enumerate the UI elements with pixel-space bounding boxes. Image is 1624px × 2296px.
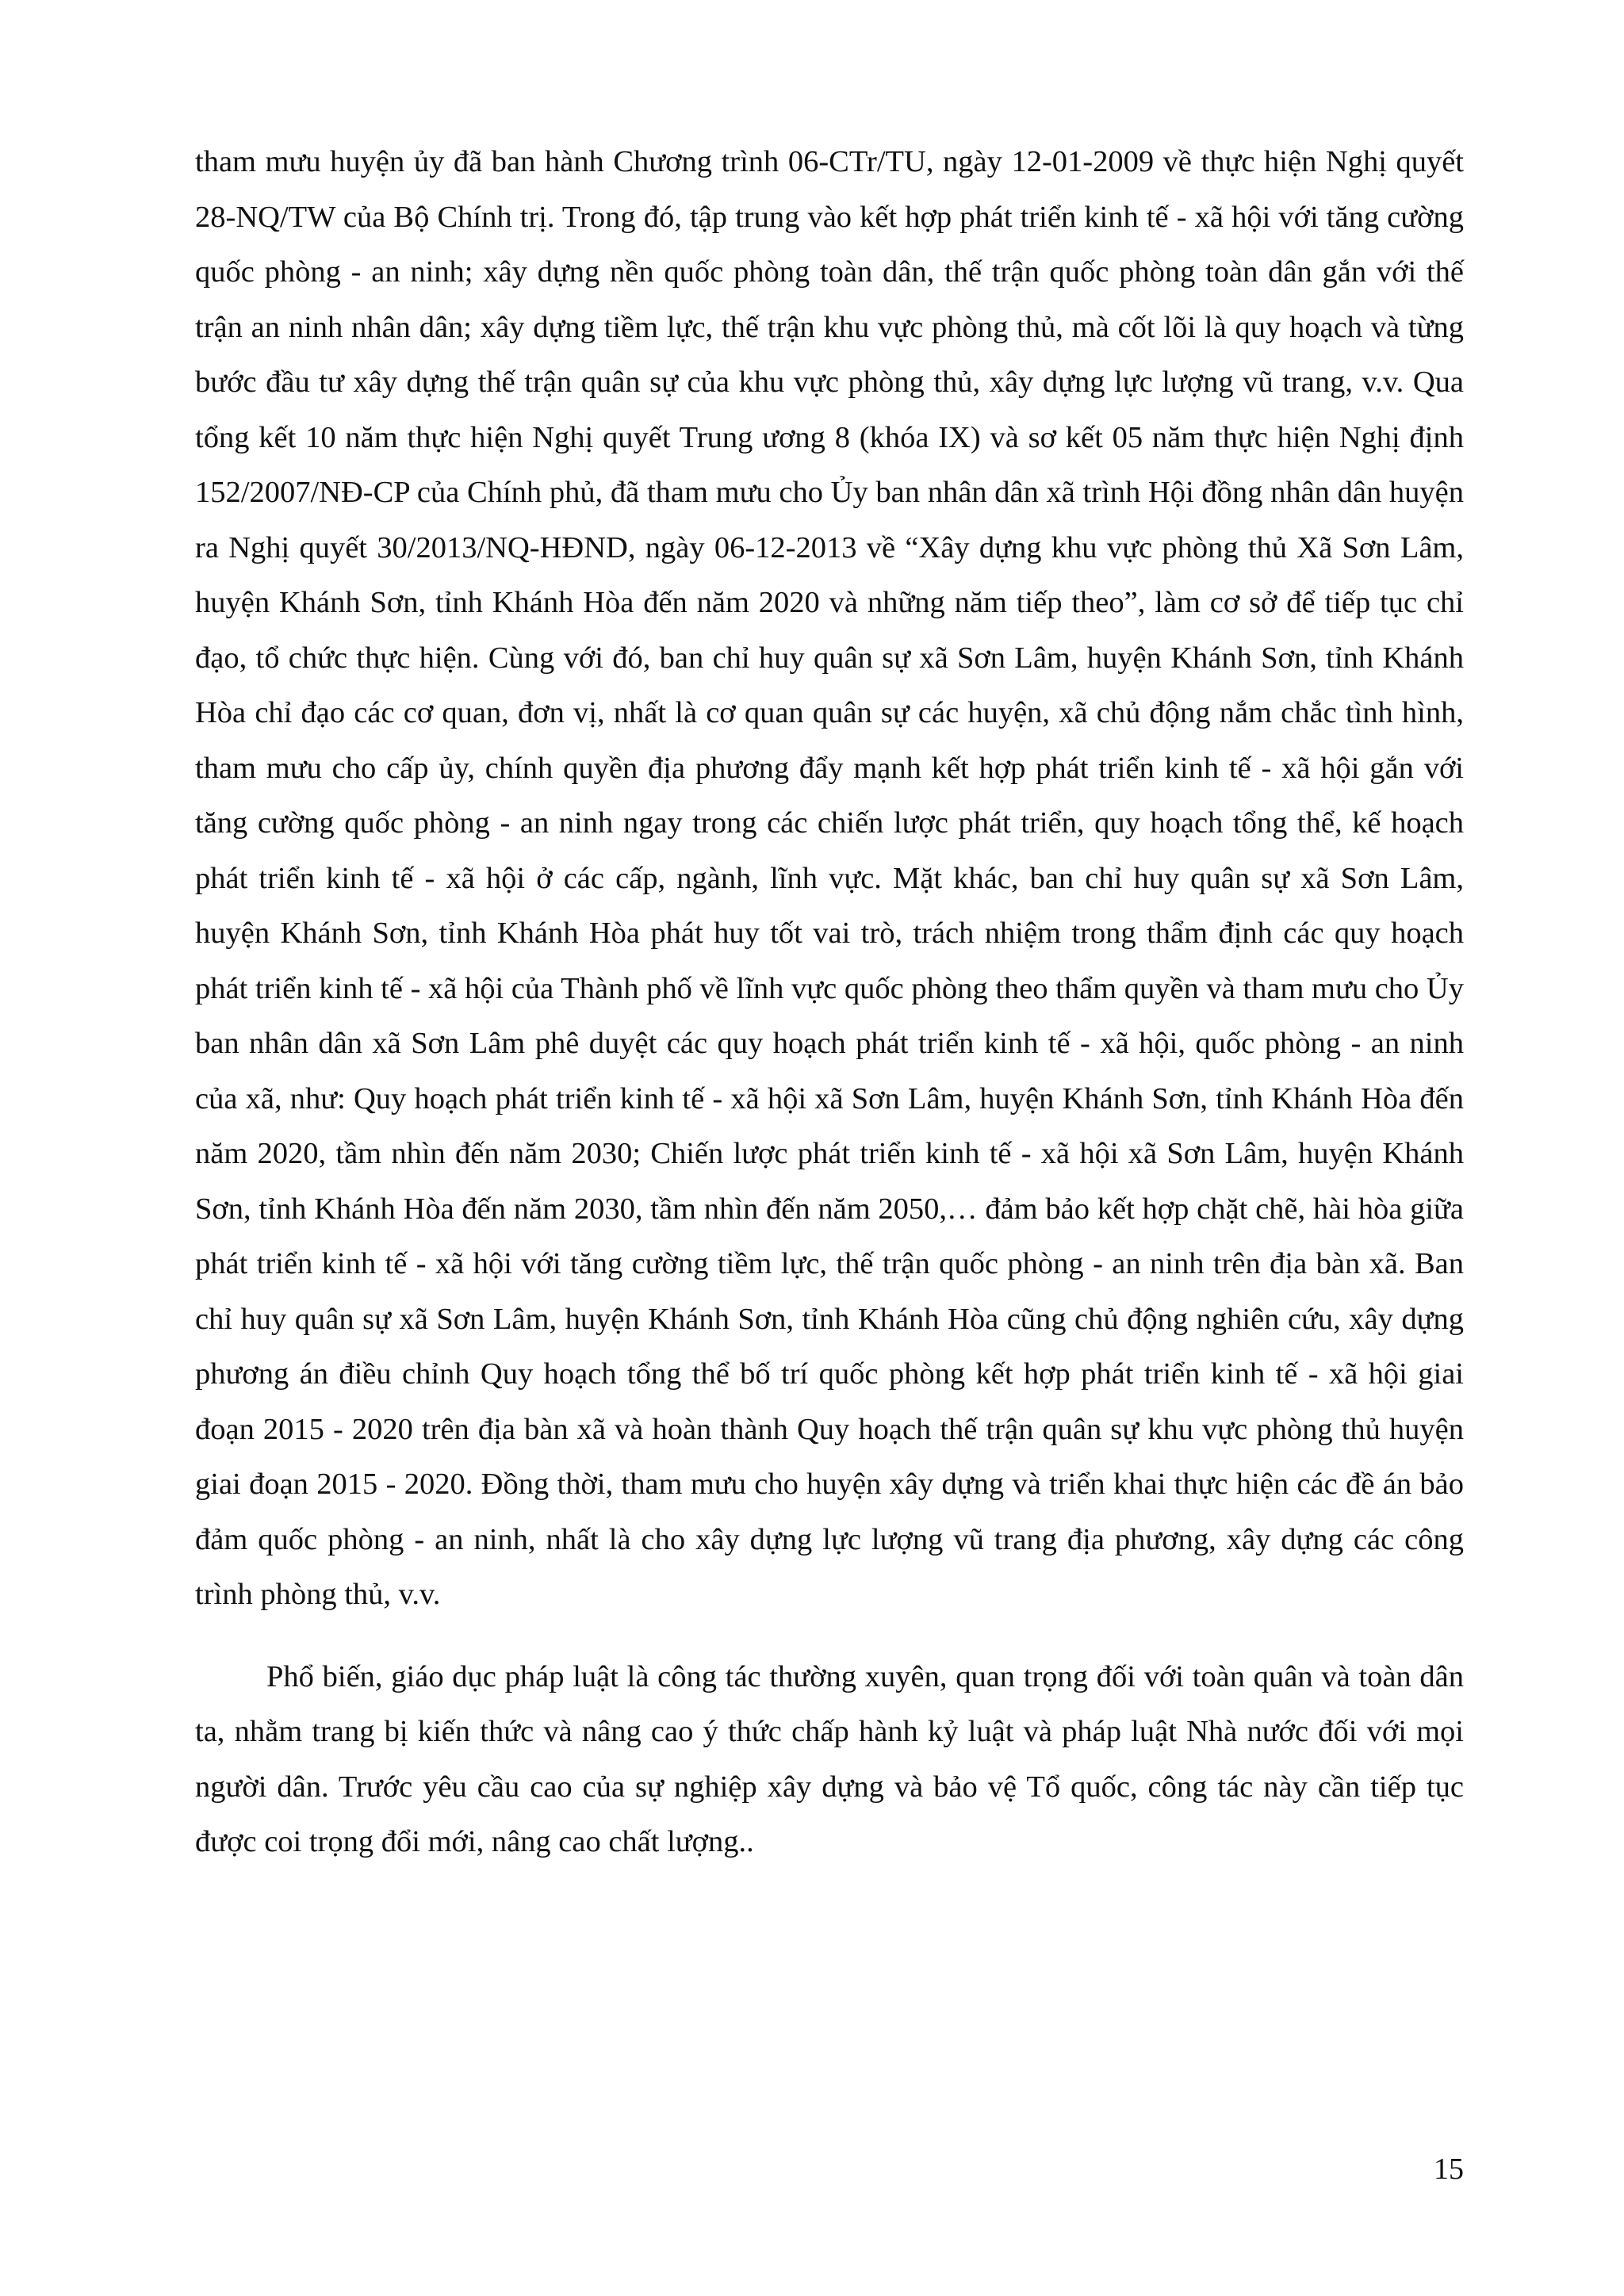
paragraph-continuation: tham mưu huyện ủy đã ban hành Chương trình 06-CTr/TU, ngày 12-01-2009 về thực hiện Nghị quyết 28-NQ/TW của Bộ Chính trị. Trong đó, tập trung vào kết hợp phát triển kinh tế - xã hội với tăng cường quốc phòng - an ninh; xây dựng nền quốc phòng toàn dân, thế trận quốc phòng toàn dân gắn với thế trận an ninh nhân dân; xây dựng tiềm lực, thế trận khu vực phòng thủ, mà cốt lõi là quy hoạch và từng bước đầu tư xây dựng thế trận quân sự của khu vực phòng thủ, xây dựng lực lượng vũ trang, v.v. Qua tổng kết 10 năm thực hiện Nghị quyết Trung ương 8 (khóa IX) và sơ kết 05 năm thực hiện Nghị định 152/2007/NĐ-CP của Chính phủ, đã tham mưu cho Ủy ban nhân dân xã trình Hội đồng nhân dân huyện ra Nghị quyết 30/2013/NQ-HĐND, ngày 06-12-2013 về “Xây dựng khu vực phòng thủ Xã Sơn Lâm, huyện Khánh Sơn, tỉnh Khánh Hòa đến năm 2020 và những năm tiếp theo”, làm cơ sở để tiếp tục chỉ đạo, tổ chức thực hiện. Cùng với đó, ban chỉ huy quân sự xã Sơn Lâm, huyện Khánh Sơn, tỉnh Khánh Hòa chỉ đạo các cơ quan, đơn vị, nhất là cơ quan quân sự các huyện, xã chủ động nắm chắc tình hình, tham mưu cho cấp ủy, chính quyền địa phương đẩy mạnh kết hợp phát triển kinh tế - xã hội gắn với tăng cường quốc phòng - an ninh ngay trong các chiến lược phát triển, quy hoạch tổng thể, kế hoạch phát triển kinh tế - xã hội ở các cấp, ngành, lĩnh vực. Mặt khác, ban chỉ huy quân sự xã Sơn Lâm, huyện Khánh Sơn, tỉnh Khánh Hòa phát huy tốt vai trò, trách nhiệm trong thẩm định các quy hoạch phát triển kinh tế - xã hội của Thành phố về lĩnh vực quốc phòng theo thẩm quyền và tham mưu cho Ủy ban nhân dân xã Sơn Lâm phê duyệt các quy hoạch phát triển kinh tế - xã hội, quốc phòng - an ninh của xã, như: Quy hoạch phát triển kinh tế - xã hội xã Sơn Lâm, huyện Khánh Sơn, tỉnh Khánh Hòa đến năm 2020, tầm nhìn đến năm 2030; Chiến lược phát triển kinh tế - xã hội xã Sơn Lâm, huyện Khánh Sơn, tỉnh Khánh Hòa đến năm 2030, tầm nhìn đến năm 2050,… đảm bảo kết hợp chặt chẽ, hài hòa giữa phát triển kinh tế - xã hội với tăng cường tiềm lực, thế trận quốc phòng - an ninh trên địa bàn xã. Ban chỉ huy quân sự xã Sơn Lâm, huyện Khánh Sơn, tỉnh Khánh Hòa cũng chủ động nghiên cứu, xây dựng phương án điều chỉnh Quy hoạch tổng thể bố trí quốc phòng kết hợp phát triển kinh tế - xã hội giai đoạn 2015 - 2020 trên địa bàn xã và hoàn thành Quy hoạch thế trận quân sự khu vực phòng thủ huyện giai đoạn 2015 - 2020. Đồng thời, tham mưu cho huyện xây dựng và triển khai thực hiện các đề án bảo đảm quốc phòng - an ninh, nhất là cho xây dựng lực lượng vũ trang địa phương, xây dựng các công trình phòng thủ, v.v. xyxy=(195,145,1464,1611)
document-body xyxy=(195,135,1464,1870)
paragraph-legal-education: Phổ biến, giáo dục pháp luật là công tác thường xuyên, quan trọng đối với toàn quân và toàn dân ta, nhằm trang bị kiến thức và nâng cao ý thức chấp hành kỷ luật và pháp luật Nhà nước đối với mọi người dân. Trước yêu cầu cao của sự nghiệp xây dựng và bảo vệ Tổ quốc, công tác này cần tiếp tục được coi trọng đổi mới, nâng cao chất lượng.. xyxy=(195,1659,1464,1858)
page-number: 15 xyxy=(1434,2152,1464,2186)
